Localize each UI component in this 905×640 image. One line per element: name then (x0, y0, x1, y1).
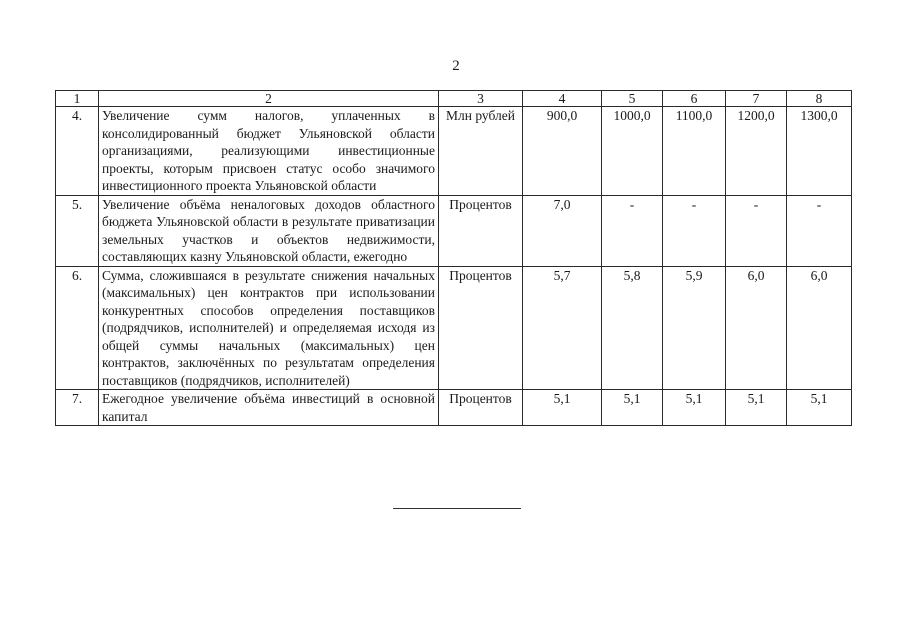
indicator-name: Увеличение сумм налогов, уплаченных в консолидированный бюджет Ульяновской области организациями, реализующими инвестиционные проекты, которым присвоен статус особо значимого инвестиционного проекта Ульяновской области (99, 107, 439, 196)
page-number: 2 (452, 58, 460, 74)
table-row (56, 390, 852, 426)
unit-cell: Процентов (439, 390, 523, 426)
value-cell: 6,0 (726, 266, 787, 390)
value-cell: 5,1 (602, 390, 663, 426)
value-cell: 1100,0 (663, 107, 726, 196)
unit-cell: Процентов (439, 266, 523, 390)
unit-cell: Млн рублей (439, 107, 523, 196)
table-header-row (56, 91, 852, 107)
row-number: 4. (56, 107, 99, 196)
header-cell: 3 (439, 91, 523, 107)
value-cell: 1200,0 (726, 107, 787, 196)
header-cell: 1 (56, 91, 99, 107)
value-cell: 5,9 (663, 266, 726, 390)
footer-rule (393, 508, 521, 509)
value-cell: 1300,0 (787, 107, 852, 196)
row-number: 5. (56, 195, 99, 266)
header-cell: 8 (787, 91, 852, 107)
indicator-name: Сумма, сложившаяся в результате снижения начальных (максимальных) цен контрактов при использовании конкурентных способов определения поставщиков (подрядчиков, исполнителей) и определяемая исходя из общей суммы начальных (максимальных) цен контрактов, заключённых по результатам определения поставщиков (подрядчиков, исполнителей) (99, 266, 439, 390)
value-cell: 1000,0 (602, 107, 663, 196)
header-cell: 5 (602, 91, 663, 107)
table-row (56, 266, 852, 390)
value-cell: 5,1 (787, 390, 852, 426)
row-number: 7. (56, 390, 99, 426)
value-cell: 900,0 (523, 107, 602, 196)
value-cell: - (787, 195, 852, 266)
value-cell: 5,1 (663, 390, 726, 426)
value-cell: 5,1 (726, 390, 787, 426)
value-cell: - (663, 195, 726, 266)
header-cell: 6 (663, 91, 726, 107)
table-row (56, 107, 852, 196)
value-cell: - (726, 195, 787, 266)
header-cell: 7 (726, 91, 787, 107)
value-cell: 5,7 (523, 266, 602, 390)
row-number: 6. (56, 266, 99, 390)
value-cell: 5,1 (523, 390, 602, 426)
value-cell: 7,0 (523, 195, 602, 266)
indicators-table (55, 90, 852, 426)
value-cell: 6,0 (787, 266, 852, 390)
value-cell: 5,8 (602, 266, 663, 390)
indicator-name: Увеличение объёма неналоговых доходов областного бюджета Ульяновской области в результате приватизации земельных участков и объектов недвижимости, составляющих казну Ульяновской области, ежегодно (99, 195, 439, 266)
indicator-name: Ежегодное увеличение объёма инвестиций в основной капитал (99, 390, 439, 426)
unit-cell: Процентов (439, 195, 523, 266)
value-cell: - (602, 195, 663, 266)
header-cell: 2 (99, 91, 439, 107)
header-cell: 4 (523, 91, 602, 107)
table-row (56, 195, 852, 266)
